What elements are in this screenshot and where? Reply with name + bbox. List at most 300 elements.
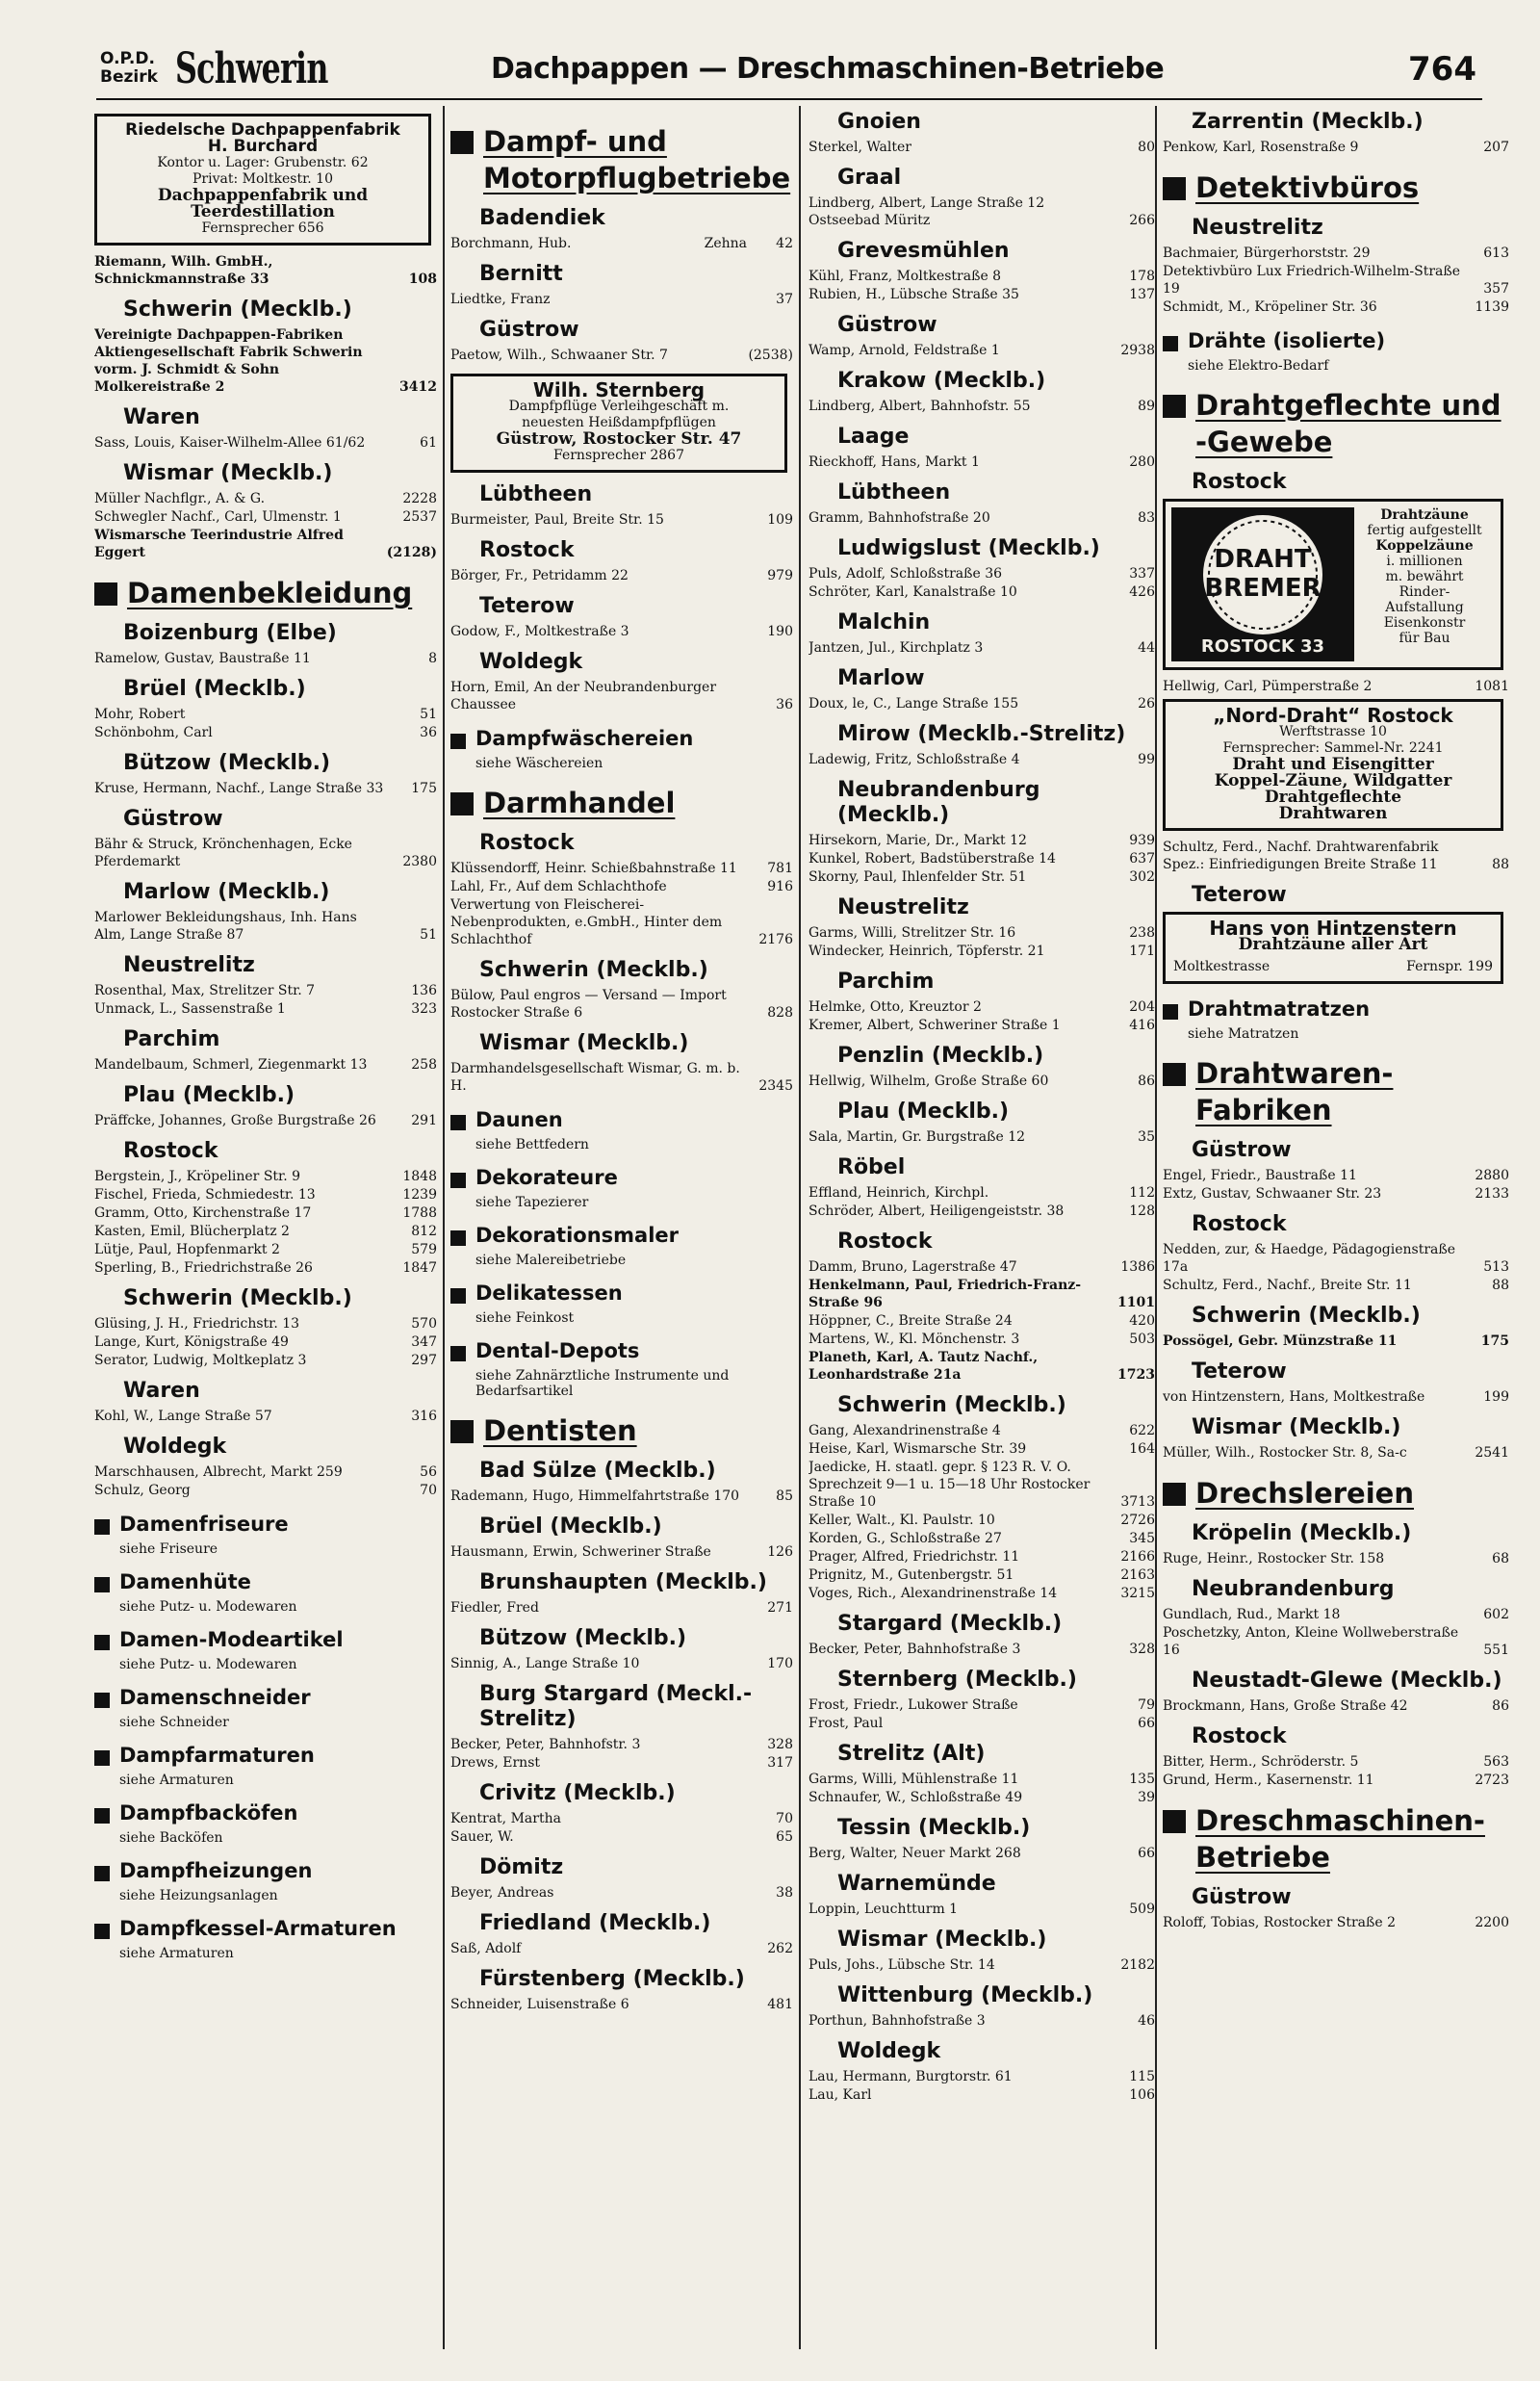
list-entry: Hellwig, Carl, Pümperstraße 2 1081 bbox=[1163, 679, 1509, 694]
section-title: Drechslereien bbox=[1195, 1477, 1414, 1510]
section-title: Dekorationsmaler bbox=[475, 1224, 679, 1247]
see-reference: siehe Feinkost bbox=[475, 1310, 575, 1326]
list-entry: Garms, Willi, Mühlenstraße 11 135 bbox=[808, 1772, 1155, 1787]
list-entry: Schmidt, M., Kröpeliner Str. 36 1139 bbox=[1163, 299, 1509, 315]
list-entry: Frost, Paul 66 bbox=[808, 1716, 1155, 1731]
list-entry: Kentrat, Martha 70 bbox=[450, 1811, 793, 1826]
city-heading: Burg Stargard (Meckl.-Strelitz) bbox=[479, 1682, 753, 1731]
list-entry: Porthun, Bahnhofstraße 3 46 bbox=[808, 2013, 1155, 2029]
header-city: Schwerin bbox=[175, 44, 328, 93]
section-title: Dampfwäschereien bbox=[475, 727, 694, 750]
list-entry: Brockmann, Hans, Große Straße 42 86 bbox=[1163, 1698, 1509, 1714]
ad-line: Riedelsche Dachpappenfabrik bbox=[125, 120, 400, 140]
city-heading: Bad Sülze (Mecklb.) bbox=[479, 1459, 716, 1483]
ad-line: Dampfpflüge Verleihgeschäft m. bbox=[508, 399, 730, 414]
city-heading: Güstrow bbox=[1192, 1138, 1292, 1162]
list-entry: Damm, Bruno, Lagerstraße 47 1386 bbox=[808, 1259, 1155, 1275]
city-heading: Neustrelitz bbox=[837, 895, 969, 919]
city-heading: Crivitz (Mecklb.) bbox=[479, 1781, 676, 1805]
city-heading: Brüel (Mecklb.) bbox=[123, 677, 306, 701]
list-entry: Voges, Rich., Alexandrinenstraße 14 3215 bbox=[808, 1586, 1155, 1601]
list-entry: Gramm, Bahnhofstraße 20 83 bbox=[808, 510, 1155, 526]
section-heading bbox=[94, 1744, 437, 1767]
section-heading bbox=[450, 1412, 793, 1449]
city-heading: Mirow (Mecklb.-Strelitz) bbox=[837, 722, 1126, 746]
city-heading: Stargard (Mecklb.) bbox=[837, 1612, 1063, 1636]
list-entry: Hausmann, Erwin, Schweriner Straße 126 bbox=[450, 1544, 793, 1560]
section-title: Damen-Modeartikel bbox=[119, 1628, 344, 1651]
list-entry: Hirsekorn, Marie, Dr., Markt 12 939 bbox=[808, 833, 1155, 848]
see-reference: siehe Bettfedern bbox=[475, 1137, 589, 1152]
city-heading: Badendiek bbox=[479, 206, 605, 230]
city-heading: Teterow bbox=[1192, 883, 1287, 907]
list-entry: Prager, Alfred, Friedrichstr. 11 2166 bbox=[808, 1549, 1155, 1565]
city-heading: Schwerin (Mecklb.) bbox=[479, 958, 708, 982]
list-entry: Sinnig, A., Lange Straße 10 170 bbox=[450, 1656, 793, 1671]
list-entry: Windecker, Heinrich, Töpferstr. 21 171 bbox=[808, 944, 1155, 959]
list-entry: Bachmaier, Bürgerhorststr. 29 613 bbox=[1163, 246, 1509, 261]
city-heading: Güstrow bbox=[837, 313, 937, 337]
section-title: Darmhandel bbox=[483, 787, 676, 819]
city-heading: Brunshaupten (Mecklb.) bbox=[479, 1570, 767, 1594]
section-title: Dampfkessel-Armaturen bbox=[119, 1917, 397, 1940]
list-entry: Helmke, Otto, Kreuztor 2 204 bbox=[808, 999, 1155, 1015]
see-reference: siehe Schneider bbox=[119, 1715, 229, 1730]
list-entry: Mohr, Robert 51 bbox=[94, 707, 437, 722]
ad-line: Rinder- bbox=[1399, 584, 1450, 600]
ad-line: Werftstrasse 10 bbox=[1279, 724, 1387, 739]
column-2 bbox=[450, 110, 793, 2353]
list-entry: Martens, W., Kl. Mönchenstr. 3 503 bbox=[808, 1332, 1155, 1347]
section-title: Dentisten bbox=[483, 1414, 637, 1447]
city-heading: Sternberg (Mecklb.) bbox=[837, 1668, 1077, 1692]
list-entry: Engel, Friedr., Baustraße 11 2880 bbox=[1163, 1168, 1509, 1183]
square-bullet-icon bbox=[450, 734, 466, 749]
list-entry: Lau, Karl 106 bbox=[808, 2087, 1155, 2103]
city-heading: Röbel bbox=[837, 1155, 906, 1179]
square-bullet-icon bbox=[1163, 1004, 1178, 1020]
ad-phone: Fernspr. 199 bbox=[1406, 959, 1493, 974]
list-entry: Schneider, Luisenstraße 6 481 bbox=[450, 1997, 793, 2012]
list-entry: Schnaufer, W., Schloßstraße 49 39 bbox=[808, 1790, 1155, 1805]
square-bullet-icon bbox=[1163, 395, 1186, 418]
city-heading: Marlow bbox=[837, 666, 925, 690]
section-heading bbox=[450, 1224, 793, 1247]
city-heading: Wismar (Mecklb.) bbox=[1192, 1415, 1401, 1439]
column-rule bbox=[799, 106, 801, 2349]
section-title: Dampfheizungen bbox=[119, 1859, 313, 1882]
list-entry: Serator, Ludwig, Moltkeplatz 3 297 bbox=[94, 1353, 437, 1368]
list-entry: Schröter, Karl, Kanalstraße 10 426 bbox=[808, 584, 1155, 600]
list-entry: Vereinigte Dachpappen-Fabriken Aktiengesellschaft Fabrik Schwerin vorm. J. Schmidt & Sohn Molkereistraße 2 3412 bbox=[94, 327, 437, 395]
city-heading: Neubrandenburg bbox=[1192, 1577, 1395, 1601]
ad-line: Drahtzäune bbox=[1380, 507, 1469, 523]
city-heading: Woldegk bbox=[837, 2039, 941, 2063]
page-title: Dachpappen — Dreschmaschinen-Betriebe bbox=[491, 52, 1165, 86]
list-entry: Kunkel, Robert, Badstüberstraße 14 637 bbox=[808, 851, 1155, 867]
list-entry: Ramelow, Gustav, Baustraße 11 8 bbox=[94, 651, 437, 666]
section-title: Dekorateure bbox=[475, 1166, 618, 1189]
city-heading: Rostock bbox=[479, 538, 575, 562]
city-heading: Parchim bbox=[123, 1027, 220, 1051]
city-heading: Teterow bbox=[479, 594, 575, 618]
list-entry: Poschetzky, Anton, Kleine Wollweberstraße 16 551 bbox=[1163, 1625, 1509, 1658]
list-entry: Horn, Emil, An der Neubrandenburger Chaussee 36 bbox=[450, 680, 793, 712]
list-entry: Kohl, W., Lange Straße 57 316 bbox=[94, 1409, 437, 1424]
section-heading bbox=[450, 1108, 793, 1131]
column-rule bbox=[1155, 106, 1157, 2349]
list-entry: Rieckhoff, Hans, Markt 1 280 bbox=[808, 454, 1155, 470]
list-entry: Schultz, Ferd., Nachf. Drahtwarenfabrik Spez.: Einfriedigungen Breite Straße 11 88 bbox=[1163, 840, 1509, 872]
ad-line: Aufstallung bbox=[1385, 600, 1464, 615]
list-entry: Präffcke, Johannes, Große Burgstraße 26 291 bbox=[94, 1113, 437, 1128]
list-entry: Jantzen, Jul., Kirchplatz 3 44 bbox=[808, 640, 1155, 656]
section-title: Damenhüte bbox=[119, 1570, 251, 1593]
section-title: Dental-Depots bbox=[475, 1339, 640, 1362]
square-bullet-icon bbox=[94, 1924, 110, 1939]
logo-text-draht: DRAHT bbox=[1214, 545, 1312, 574]
city-heading: Tessin (Mecklb.) bbox=[837, 1816, 1031, 1840]
list-entry: Berg, Walter, Neuer Markt 268 66 bbox=[808, 1846, 1155, 1861]
bezirk-text: Bezirk bbox=[100, 67, 158, 87]
city-heading: Güstrow bbox=[123, 807, 223, 831]
list-entry: Glüsing, J. H., Friedrichstr. 13 570 bbox=[94, 1316, 437, 1332]
square-bullet-icon bbox=[450, 1420, 474, 1443]
list-entry: Höppner, C., Breite Straße 24 420 bbox=[808, 1313, 1155, 1329]
city-heading: Wismar (Mecklb.) bbox=[479, 1031, 689, 1055]
list-entry: Schwegler Nachf., Carl, Ulmenstr. 1 2537 bbox=[94, 509, 437, 525]
city-heading: Neustrelitz bbox=[123, 953, 255, 977]
ad-line: Koppelzäune bbox=[1375, 538, 1474, 554]
ad-line: H. Burchard bbox=[207, 137, 319, 156]
list-entry: Bähr & Struck, Krönchenhagen, Ecke Pferdemarkt 2380 bbox=[94, 837, 437, 869]
list-entry: Schönbohm, Carl 36 bbox=[94, 725, 437, 740]
square-bullet-icon bbox=[1163, 177, 1186, 200]
ad-line: Fernsprecher 2867 bbox=[553, 448, 684, 463]
ad-line: Dachpappenfabrik und bbox=[157, 186, 369, 205]
see-reference: siehe Putz- u. Modewaren bbox=[119, 1599, 297, 1615]
section-heading bbox=[94, 1513, 437, 1536]
ad-draht-bremer bbox=[1163, 499, 1503, 670]
list-entry: Extz, Gustav, Schwaaner Str. 23 2133 bbox=[1163, 1186, 1509, 1202]
logo-text-rostock: ROSTOCK 33 bbox=[1200, 636, 1325, 657]
section-heading bbox=[1163, 1055, 1509, 1128]
list-entry: Gundlach, Rud., Markt 18 602 bbox=[1163, 1607, 1509, 1622]
column-3 bbox=[808, 110, 1155, 2353]
ad-text bbox=[1354, 507, 1495, 661]
ad-line: Fernsprecher 656 bbox=[201, 220, 324, 236]
city-heading: Neustadt-Glewe (Mecklb.) bbox=[1192, 1669, 1502, 1693]
ad-line: Hans von Hintzenstern bbox=[1209, 917, 1457, 940]
ad-line: i. millionen bbox=[1386, 554, 1463, 569]
city-heading: Lübtheen bbox=[837, 480, 951, 505]
list-entry: Sperling, B., Friedrichstraße 26 1847 bbox=[94, 1260, 437, 1276]
city-heading: Neubrandenburg (Mecklb.) bbox=[837, 778, 1040, 827]
section-heading bbox=[94, 1628, 437, 1651]
list-entry: Lahl, Fr., Auf dem Schlachthofe 916 bbox=[450, 879, 793, 894]
ad-address: Moltkestrasse bbox=[1173, 959, 1270, 974]
ad-line: Draht und Eisengitter bbox=[1232, 755, 1434, 774]
see-reference: siehe Elektro-Bedarf bbox=[1188, 358, 1329, 374]
section-heading bbox=[1163, 1475, 1509, 1512]
see-reference: siehe Wäschereien bbox=[475, 756, 603, 771]
ad-line: Drahtgeflechte bbox=[1264, 788, 1402, 807]
see-reference: siehe Malereibetriebe bbox=[475, 1253, 627, 1268]
column-4 bbox=[1163, 110, 1509, 2353]
section-title: Dampfbacköfen bbox=[119, 1801, 298, 1825]
city-heading: Boizenburg (Elbe) bbox=[123, 621, 337, 645]
ad-line: neuesten Heißdampfpflügen bbox=[522, 415, 716, 430]
square-bullet-icon bbox=[450, 792, 474, 815]
ad-riedelsche bbox=[94, 114, 431, 246]
city-heading: Schwerin (Mecklb.) bbox=[1192, 1304, 1421, 1328]
list-entry: Korden, G., Schloßstraße 27 345 bbox=[808, 1531, 1155, 1546]
list-entry: Gramm, Otto, Kirchenstraße 17 1788 bbox=[94, 1205, 437, 1221]
city-heading: Bützow (Mecklb.) bbox=[479, 1626, 687, 1650]
list-entry: Godow, F., Moltkestraße 3 190 bbox=[450, 624, 793, 639]
list-entry: Planeth, Karl, A. Tautz Nachf., Leonhardstraße 21a 1723 bbox=[808, 1350, 1155, 1383]
list-entry: Sala, Martin, Gr. Burgstraße 12 35 bbox=[808, 1129, 1155, 1145]
list-entry: Kühl, Franz, Moltkestraße 8 178 bbox=[808, 269, 1155, 284]
city-heading: Marlow (Mecklb.) bbox=[123, 880, 330, 904]
square-bullet-icon bbox=[94, 1577, 110, 1592]
section-title: Dampf- und Motorpflugbetriebe bbox=[483, 125, 791, 194]
list-entry: Rademann, Hugo, Himmelfahrtstraße 170 85 bbox=[450, 1488, 793, 1504]
city-heading: Krakow (Mecklb.) bbox=[837, 369, 1046, 393]
city-heading: Brüel (Mecklb.) bbox=[479, 1514, 662, 1539]
list-entry: Kasten, Emil, Blücherplatz 2 812 bbox=[94, 1224, 437, 1239]
section-heading bbox=[94, 1570, 437, 1593]
city-heading: Wismar (Mecklb.) bbox=[837, 1928, 1047, 1952]
section-heading bbox=[94, 1686, 437, 1709]
list-entry: Grund, Herm., Kasernenstr. 11 2723 bbox=[1163, 1773, 1509, 1788]
list-entry: Marschhausen, Albrecht, Markt 259 56 bbox=[94, 1464, 437, 1480]
list-entry: Henkelmann, Paul, Friedrich-Franz-Straße 96 1101 bbox=[808, 1278, 1155, 1310]
list-entry: Ladewig, Fritz, Schloßstraße 4 99 bbox=[808, 752, 1155, 767]
city-heading: Plau (Mecklb.) bbox=[123, 1083, 295, 1107]
ad-line: m. bewährt bbox=[1385, 569, 1464, 584]
city-heading: Wittenburg (Mecklb.) bbox=[837, 1983, 1093, 2007]
section-heading bbox=[450, 1339, 793, 1362]
ad-line: für Bau bbox=[1399, 631, 1450, 646]
city-heading: Kröpelin (Mecklb.) bbox=[1192, 1521, 1412, 1545]
square-bullet-icon bbox=[450, 1173, 466, 1188]
section-title: Detektivbüros bbox=[1195, 171, 1420, 204]
city-heading: Wismar (Mecklb.) bbox=[123, 461, 333, 485]
list-entry: Schultz, Ferd., Nachf., Breite Str. 11 88 bbox=[1163, 1278, 1509, 1293]
section-title: Damenschneider bbox=[119, 1686, 311, 1709]
ad-line: Teerdestillation bbox=[191, 202, 335, 221]
city-heading: Dömitz bbox=[479, 1855, 564, 1879]
list-entry: Müller Nachflgr., A. & G. 2228 bbox=[94, 491, 437, 506]
section-heading bbox=[94, 1917, 437, 1940]
list-entry: Darmhandelsgesellschaft Wismar, G. m. b. H. 2345 bbox=[450, 1061, 793, 1094]
city-heading: Rostock bbox=[479, 831, 575, 855]
list-entry: Borchmann, Hub. Zehna 42 bbox=[450, 236, 793, 251]
list-entry: Puls, Adolf, Schloßstraße 36 337 bbox=[808, 566, 1155, 582]
list-entry: Loppin, Leuchtturm 1 509 bbox=[808, 1902, 1155, 1917]
list-entry: Saß, Adolf 262 bbox=[450, 1941, 793, 1956]
list-entry: Ruge, Heinr., Rostocker Str. 158 68 bbox=[1163, 1551, 1509, 1566]
see-reference: siehe Backöfen bbox=[119, 1830, 223, 1846]
section-title: Drahtwaren-Fabriken bbox=[1195, 1057, 1394, 1126]
square-bullet-icon bbox=[1163, 1063, 1186, 1086]
opd-label bbox=[100, 50, 158, 87]
section-title: Damenbekleidung bbox=[127, 577, 413, 609]
list-entry: Sterkel, Walter 80 bbox=[808, 140, 1155, 155]
section-heading bbox=[94, 575, 437, 611]
ad-line: Privat: Moltkestr. 10 bbox=[192, 171, 333, 187]
city-heading: Laage bbox=[837, 425, 910, 449]
see-reference: siehe Tapezierer bbox=[475, 1195, 589, 1210]
city-heading: Penzlin (Mecklb.) bbox=[837, 1044, 1044, 1068]
city-heading: Graal bbox=[837, 166, 902, 190]
list-entry: Heise, Karl, Wismarsche Str. 39 164 bbox=[808, 1441, 1155, 1457]
list-entry: Keller, Walt., Kl. Paulstr. 10 2726 bbox=[808, 1513, 1155, 1528]
square-bullet-icon bbox=[94, 1635, 110, 1650]
section-title: Drahtgeflechte und -Gewebe bbox=[1195, 389, 1502, 458]
square-bullet-icon bbox=[450, 1230, 466, 1246]
square-bullet-icon bbox=[94, 1808, 110, 1824]
list-entry: Becker, Peter, Bahnhofstr. 3 328 bbox=[450, 1737, 793, 1752]
list-entry: Kruse, Hermann, Nachf., Lange Straße 33 175 bbox=[94, 781, 437, 796]
ad-line: Drahtzäune aller Art bbox=[1238, 935, 1428, 954]
section-title: Drähte (isolierte) bbox=[1188, 329, 1386, 352]
list-entry: Sauer, W. 65 bbox=[450, 1829, 793, 1845]
see-reference: siehe Zahnärztliche Instrumente und Bedarfsartikel bbox=[475, 1368, 730, 1399]
list-entry: Rosenthal, Max, Strelitzer Str. 7 136 bbox=[94, 983, 437, 998]
list-entry: Lau, Hermann, Burgtorstr. 61 115 bbox=[808, 2069, 1155, 2084]
city-heading: Rostock bbox=[123, 1139, 218, 1163]
list-entry: Müller, Wilh., Rostocker Str. 8, Sa-c 2541 bbox=[1163, 1445, 1509, 1461]
city-heading: Waren bbox=[123, 405, 200, 429]
list-entry: Possögel, Gebr. Münzstraße 11 175 bbox=[1163, 1333, 1509, 1349]
section-heading bbox=[450, 785, 793, 821]
page-number: 764 bbox=[1408, 50, 1476, 89]
section-heading bbox=[1163, 169, 1509, 206]
list-entry: Garms, Willi, Strelitzer Str. 16 238 bbox=[808, 925, 1155, 941]
city-heading: Malchin bbox=[837, 610, 931, 634]
list-entry: Schulz, Georg 70 bbox=[94, 1483, 437, 1498]
city-heading: Gnoien bbox=[837, 110, 921, 134]
ad-line: Eisenkonstr bbox=[1383, 615, 1466, 631]
city-heading: Zarrentin (Mecklb.) bbox=[1192, 110, 1424, 134]
see-reference: siehe Matratzen bbox=[1188, 1026, 1299, 1042]
city-heading: Rostock bbox=[1192, 1212, 1287, 1236]
logo-text-bremer: BREMER bbox=[1204, 574, 1322, 603]
list-entry: Schröder, Albert, Heiligengeiststr. 38 128 bbox=[808, 1203, 1155, 1219]
city-heading: Warnemünde bbox=[837, 1872, 996, 1896]
section-heading bbox=[94, 1859, 437, 1882]
list-entry: Beyer, Andreas 38 bbox=[450, 1885, 793, 1901]
see-reference: siehe Armaturen bbox=[119, 1946, 234, 1961]
city-heading: Schwerin (Mecklb.) bbox=[123, 1286, 352, 1310]
list-entry: Burmeister, Paul, Breite Str. 15 109 bbox=[450, 512, 793, 528]
city-heading: Waren bbox=[123, 1379, 200, 1403]
city-heading: Neustrelitz bbox=[1192, 216, 1323, 240]
list-entry: Fiedler, Fred 271 bbox=[450, 1600, 793, 1616]
list-entry: Roloff, Tobias, Rostocker Straße 2 2200 bbox=[1163, 1915, 1509, 1930]
ad-sternberg bbox=[450, 374, 787, 473]
see-reference: siehe Friseure bbox=[119, 1541, 218, 1557]
city-heading: Güstrow bbox=[479, 318, 579, 342]
city-heading: Woldegk bbox=[479, 650, 583, 674]
ad-hintzenstern bbox=[1163, 912, 1503, 984]
city-heading: Grevesmühlen bbox=[837, 239, 1010, 263]
section-heading bbox=[94, 1801, 437, 1825]
draht-bremer-logo-icon bbox=[1171, 507, 1354, 661]
city-heading: Rostock bbox=[1192, 1724, 1287, 1748]
city-heading: Strelitz (Alt) bbox=[837, 1742, 986, 1766]
city-heading: Ludwigslust (Mecklb.) bbox=[837, 536, 1100, 560]
city-heading: Teterow bbox=[1192, 1359, 1287, 1384]
ad-line: Koppel-Zäune, Wildgatter bbox=[1214, 771, 1452, 790]
ad-nord-draht bbox=[1163, 699, 1503, 831]
see-reference: siehe Putz- u. Modewaren bbox=[119, 1657, 297, 1672]
city-heading: Friedland (Mecklb.) bbox=[479, 1911, 711, 1935]
square-bullet-icon bbox=[94, 582, 117, 606]
ad-footer bbox=[1173, 959, 1493, 975]
list-entry: Liedtke, Franz 37 bbox=[450, 292, 793, 307]
square-bullet-icon bbox=[450, 1346, 466, 1361]
square-bullet-icon bbox=[450, 1288, 466, 1304]
list-entry: Marlower Bekleidungshaus, Inh. Hans Alm, Lange Straße 87 51 bbox=[94, 910, 437, 943]
square-bullet-icon bbox=[1163, 1483, 1186, 1506]
city-heading: Schwerin (Mecklb.) bbox=[123, 298, 352, 322]
city-heading: Bützow (Mecklb.) bbox=[123, 751, 331, 775]
list-entry: Rubien, H., Lübsche Straße 35 137 bbox=[808, 287, 1155, 302]
list-entry: Prignitz, M., Gutenbergstr. 51 2163 bbox=[808, 1567, 1155, 1583]
list-entry: Becker, Peter, Bahnhofstraße 3 328 bbox=[808, 1642, 1155, 1657]
ad-line: Kontor u. Lager: Grubenstr. 62 bbox=[157, 155, 369, 170]
ad-line: „Nord-Draht“ Rostock bbox=[1213, 704, 1453, 727]
list-entry: Gang, Alexandrinenstraße 4 622 bbox=[808, 1423, 1155, 1438]
ad-line: Güstrow, Rostocker Str. 47 bbox=[496, 429, 742, 449]
section-heading bbox=[450, 1166, 793, 1189]
section-heading bbox=[1163, 329, 1509, 352]
see-reference: siehe Armaturen bbox=[119, 1773, 234, 1788]
section-title: Delikatessen bbox=[475, 1281, 623, 1305]
section-title: Damenfriseure bbox=[119, 1513, 289, 1536]
city-heading: Schwerin (Mecklb.) bbox=[837, 1393, 1066, 1417]
list-entry: Frost, Friedr., Lukower Straße 79 bbox=[808, 1697, 1155, 1713]
section-heading bbox=[450, 727, 793, 750]
square-bullet-icon bbox=[450, 1115, 466, 1130]
list-entry: Kremer, Albert, Schweriner Straße 1 416 bbox=[808, 1018, 1155, 1033]
section-title: Drahtmatratzen bbox=[1188, 997, 1371, 1021]
square-bullet-icon bbox=[1163, 1810, 1186, 1833]
list-entry: Klüssendorff, Heinr. Schießbahnstraße 11 781 bbox=[450, 861, 793, 876]
city-heading: Lübtheen bbox=[479, 482, 593, 506]
square-bullet-icon bbox=[94, 1750, 110, 1766]
square-bullet-icon bbox=[94, 1693, 110, 1708]
list-entry: Lindberg, Albert, Bahnhofstr. 55 89 bbox=[808, 399, 1155, 414]
section-title: Dampfarmaturen bbox=[119, 1744, 315, 1767]
city-heading: Bernitt bbox=[479, 262, 563, 286]
list-entry: Drews, Ernst 317 bbox=[450, 1755, 793, 1771]
column-rule bbox=[443, 106, 445, 2349]
list-entry: Verwertung von Fleischerei-Nebenprodukten, e.GmbH., Hinter dem Schlachthof 2176 bbox=[450, 897, 793, 947]
ad-line: Wilh. Sternberg bbox=[532, 378, 706, 401]
city-heading: Rostock bbox=[1192, 470, 1287, 494]
list-entry: Lütje, Paul, Hopfenmarkt 2 579 bbox=[94, 1242, 437, 1257]
list-entry: Jaedicke, H. staatl. gepr. § 123 R. V. O. Sprechzeit 9—1 u. 15—18 Uhr Rostocker Straße 10 3713 bbox=[808, 1460, 1155, 1510]
section-heading bbox=[1163, 997, 1509, 1021]
list-entry: Lindberg, Albert, Lange Straße 12 Ostseebad Müritz 266 bbox=[808, 195, 1155, 228]
ad-line: fertig aufgestellt bbox=[1367, 523, 1482, 538]
city-heading: Plau (Mecklb.) bbox=[837, 1100, 1010, 1124]
list-entry: Penkow, Karl, Rosenstraße 9 207 bbox=[1163, 140, 1509, 155]
